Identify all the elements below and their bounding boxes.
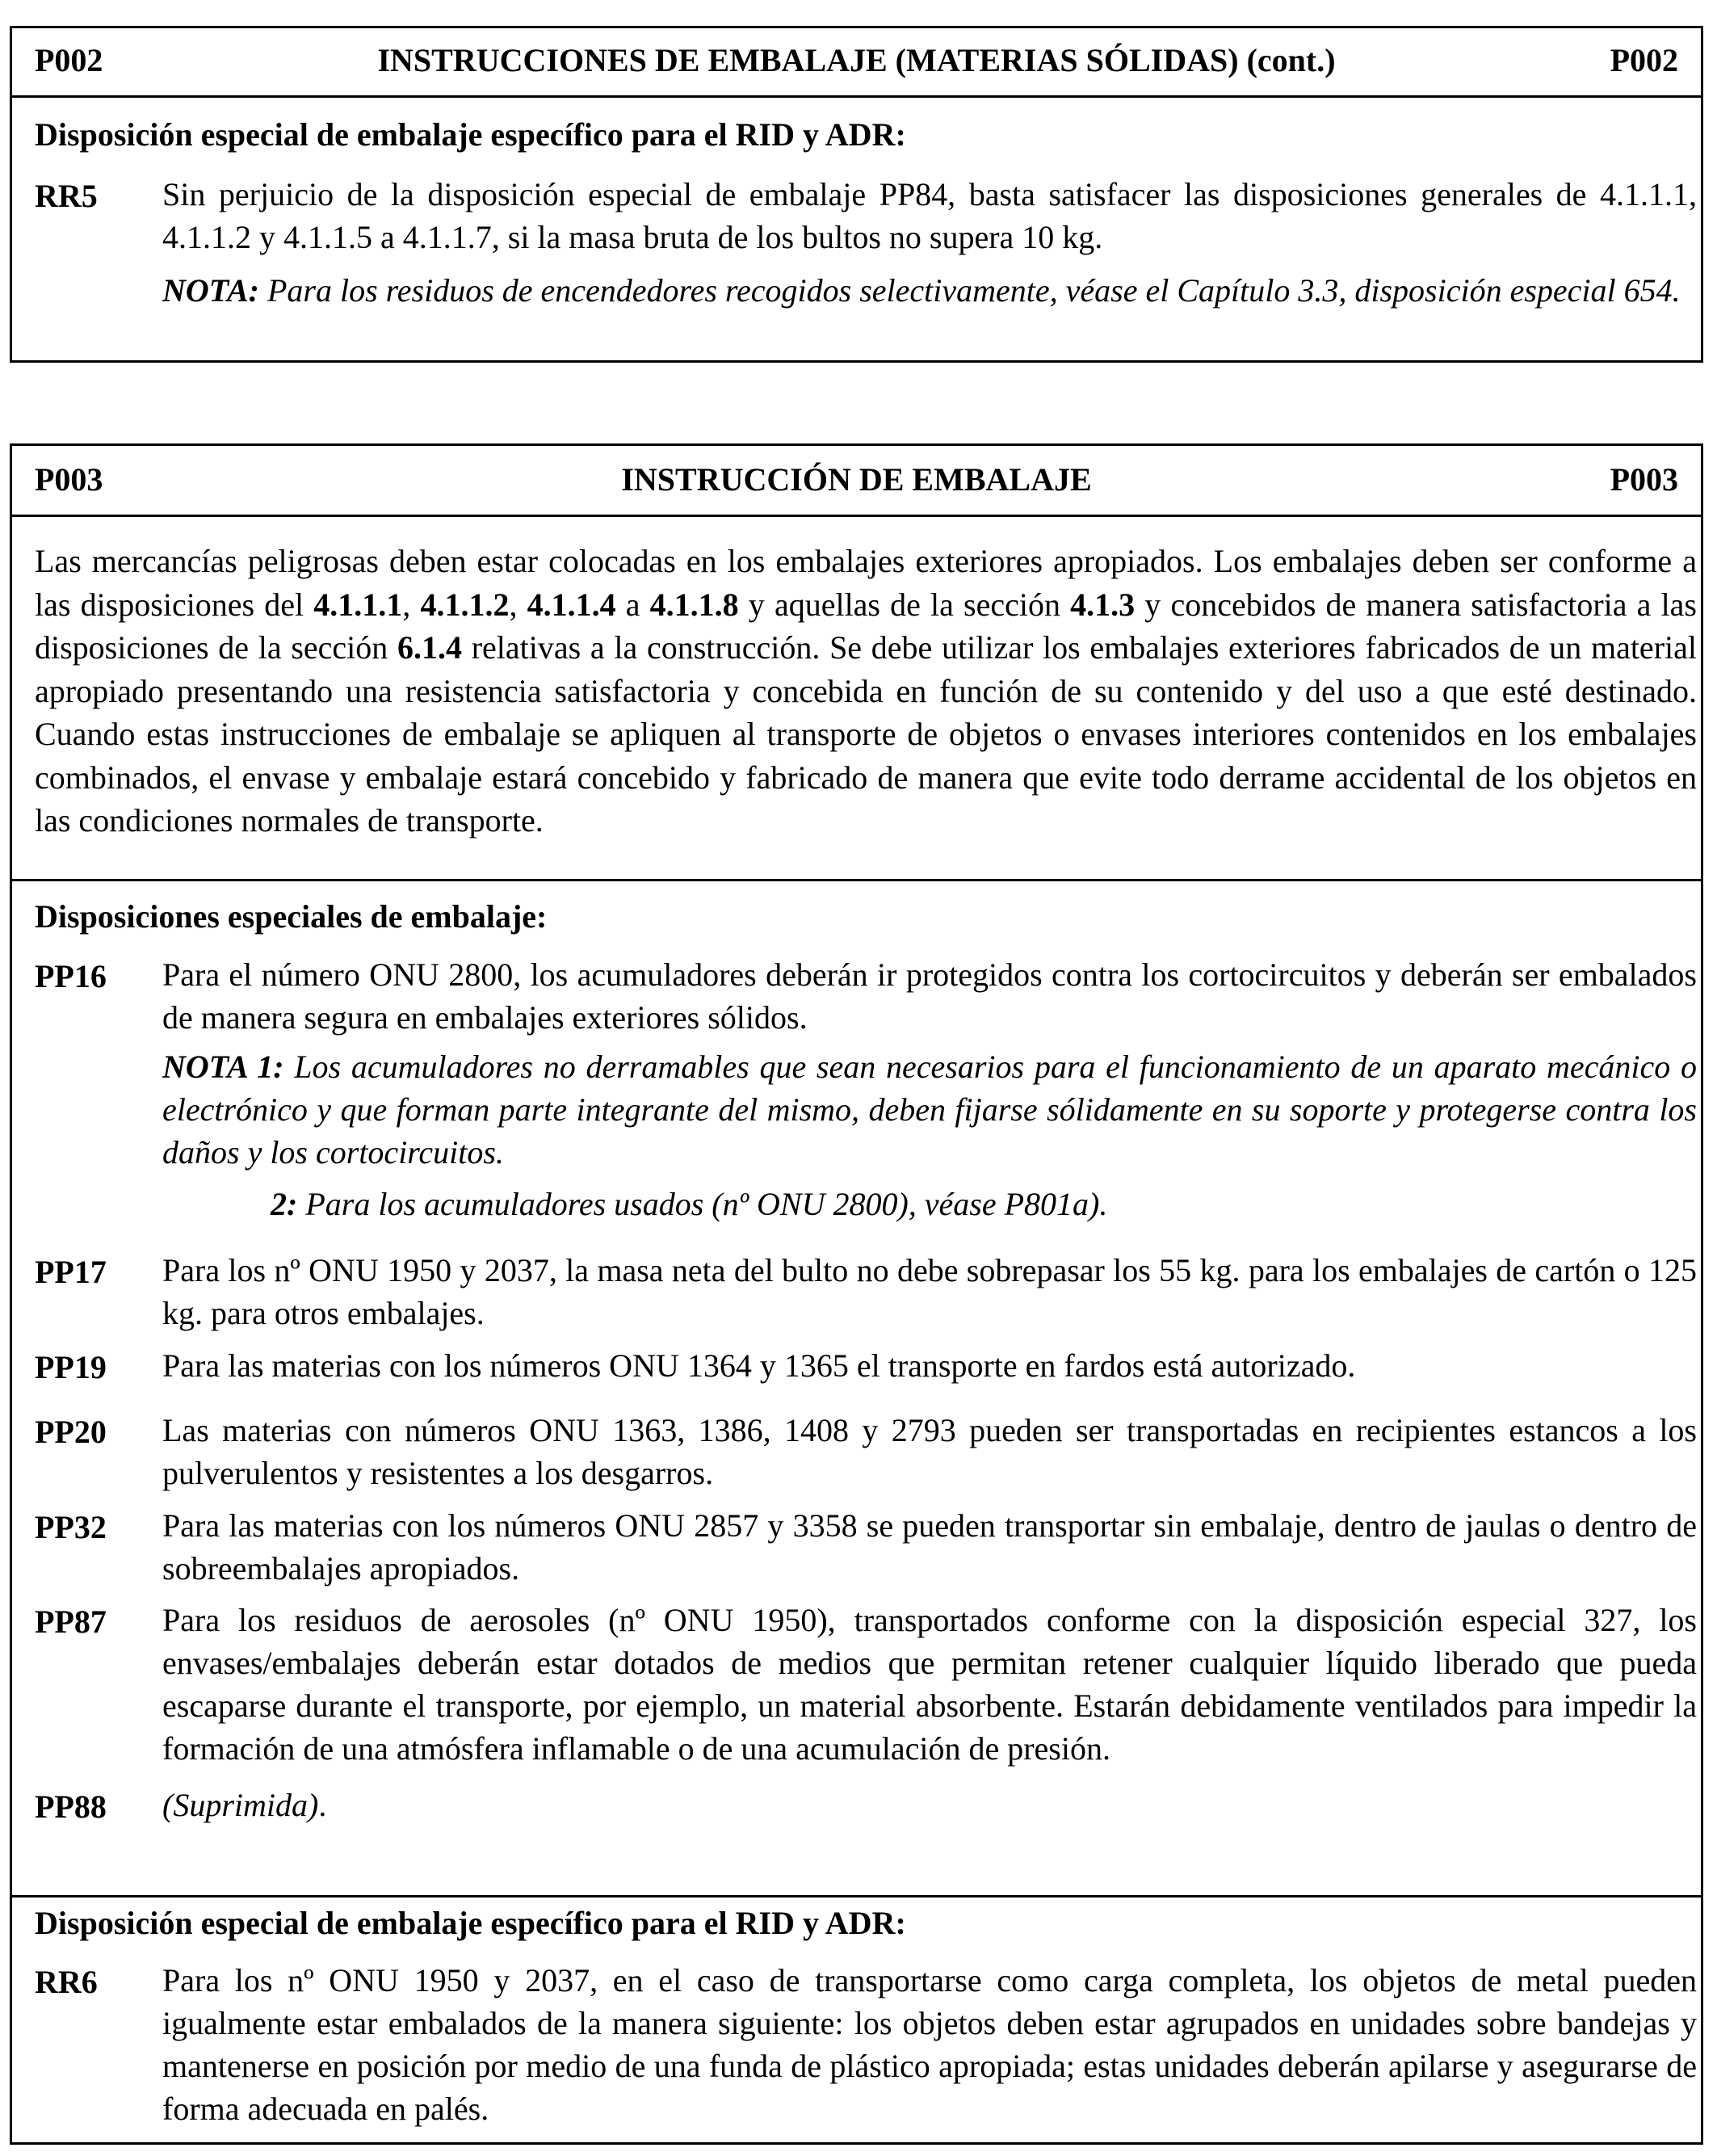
p003-rid-heading: Disposición especial de embalaje específico para el RID y ADR: [35,1905,906,1941]
intro-text-4: a [615,586,650,623]
pp16-note2 [271,1183,1107,1225]
intro-text-7: relativas a la construcción. Se debe utilizar los embalajes exteriores fabricados de un material apropiado presentando una resistencia satisfactoria y concebida en función de su contenido y del uso a que esté destinado. Cuando estas instrucciones de embalaje se apliquen al transporte de objetos o envases interiores contenidos en los embalajes combinados, el envase y embalaje estará concebido y fabricado de manera que evite todo derrame accidental de los objetos en las condiciones normales de transporte. [35,629,1697,838]
rr5-note [162,269,1697,312]
p002-table [10,26,1703,363]
rr6-text: Para los nº ONU 1950 y 2037, en el caso de transportarse como carga completa, los objetos de metal pueden igualmente estar embalados de la manera siguiente: los objetos deben estar agrupados en unidades sobre bandejas y mantenerse en posición por medio de una funda de plástico apropiada; estas unidades deberán apilarse y asegurarse de forma adecuada en palés. [162,1962,1697,2127]
pp32-text: Para las materias con los números ONU 2857 y 3358 se pueden transportar sin embalaje, dentro de jaulas o dentro de sobreembalajes apropiados. [162,1507,1697,1587]
p003-intro-section [12,517,1701,881]
p003-special-heading: Disposiciones especiales de embalaje: [35,898,548,935]
rr5-code: RR5 [35,178,98,214]
pp88-text-italic: (Suprimida) [162,1787,319,1823]
intro-text-6: y concebidos de manera satisfactoria a las disposiciones de la sección [35,586,1697,666]
intro-text-1: Las mercancías peligrosas deben estar colocadas en los embalajes exteriores apropiados. Los embalajes deben ser conforme a las disposiciones del [35,543,1697,623]
p002-header [12,28,1701,98]
pp20-text: Las materias con números ONU 1363, 1386, 1408 y 2793 pueden ser transportadas en recipientes estancos a los pulverulentos y resistentes a los desgarros. [162,1412,1697,1491]
p003-rid-section [12,1898,1701,2148]
intro-ref-5: 4.1.3 [1070,586,1136,623]
pp88-text-tail: . [318,1787,327,1823]
intro-text-3: , [509,586,527,623]
pp16-note1-label: NOTA 1: [162,1049,284,1085]
p003-code-right: P003 [1610,461,1678,498]
rr5-text: Sin perjuicio de la disposición especial de embalaje PP84, basta satisfacer las disposiciones generales de 4.1.1.1, 4.1.1.2 y 4.1.1.5 a 4.1.1.7, si la masa bruta de los bultos no supera 10 kg. [162,176,1697,255]
p003-header [12,446,1701,517]
p003-intro-text [35,540,1697,843]
intro-ref-1: 4.1.1.1 [313,586,403,623]
pp16-note1-text: Los acumuladores no derramables que sean necesarios para el funcionamiento de un aparato mecánico o electrónico y que forman parte integrante del mismo, deben fijarse sólidamente en su soporte y protegerse contra los daños y los cortocircuitos. [162,1049,1697,1170]
pp19-text: Para las materias con los números ONU 1364 y 1365 el transporte en fardos está autorizado. [162,1347,1356,1384]
p002-code-left: P002 [35,42,103,78]
intro-text-5: y aquellas de la sección [738,586,1071,623]
pp17-code: PP17 [35,1254,107,1290]
rr5-note-label: NOTA: [162,272,259,309]
intro-ref-6: 6.1.4 [397,629,462,666]
intro-text-2: , [402,586,421,623]
pp19-code: PP19 [35,1349,107,1385]
pp16-note2-text: Para los acumuladores usados (nº ONU 2800), véase P801a). [297,1186,1108,1222]
pp87-text: Para los residuos de aerosoles (nº ONU 1950), transportados conforme con la disposición especial 327, los envases/embalajes deberán estar dotados de medios que permitan retener cualquier líquido liberado que pueda escaparse durante el transporte, por ejemplo, un material absorbente. Estarán debidamente ventilados para impedir la formación de una atmósfera inflamable o de una acumulación de presión. [162,1602,1697,1767]
pp20-code: PP20 [35,1414,107,1450]
rr5-note-text: Para los residuos de encendedores recogidos selectivamente, véase el Capítulo 3.3, disposición especial 654. [259,272,1681,309]
p003-special-section [12,881,1701,1898]
pp88-text [162,1784,1697,1826]
pp32-code: PP32 [35,1509,107,1545]
p003-table [10,443,1703,2145]
p003-code-left: P003 [35,461,103,498]
pp17-text: Para los nº ONU 1950 y 2037, la masa neta del bulto no debe sobrepasar los 55 kg. para los embalajes de cartón o 125 kg. para otros embalajes. [162,1252,1697,1331]
p002-special-heading: Disposición especial de embalaje específico para el RID y ADR: [35,116,906,153]
p002-code-right: P002 [1610,42,1678,78]
pp16-note2-label: 2: [271,1186,298,1222]
intro-ref-4: 4.1.1.8 [649,586,739,623]
pp16-note1 [162,1045,1697,1174]
rr6-code: RR6 [35,1964,98,2000]
intro-ref-2: 4.1.1.2 [420,586,510,623]
intro-ref-3: 4.1.1.4 [527,586,616,623]
p002-title: INSTRUCCIONES DE EMBALAJE (MATERIAS SÓLIDAS) (cont.) [377,42,1336,78]
p002-special-section [12,98,1701,363]
p003-title: INSTRUCCIÓN DE EMBALAJE [621,461,1092,498]
pp16-text: Para el número ONU 2800, los acumuladores deberán ir protegidos contra los cortocircuitos y deberán ser embalados de manera segura en embalajes exteriores sólidos. [162,956,1697,1036]
pp88-code: PP88 [35,1788,107,1825]
pp16-code: PP16 [35,958,107,994]
pp87-code: PP87 [35,1603,107,1640]
